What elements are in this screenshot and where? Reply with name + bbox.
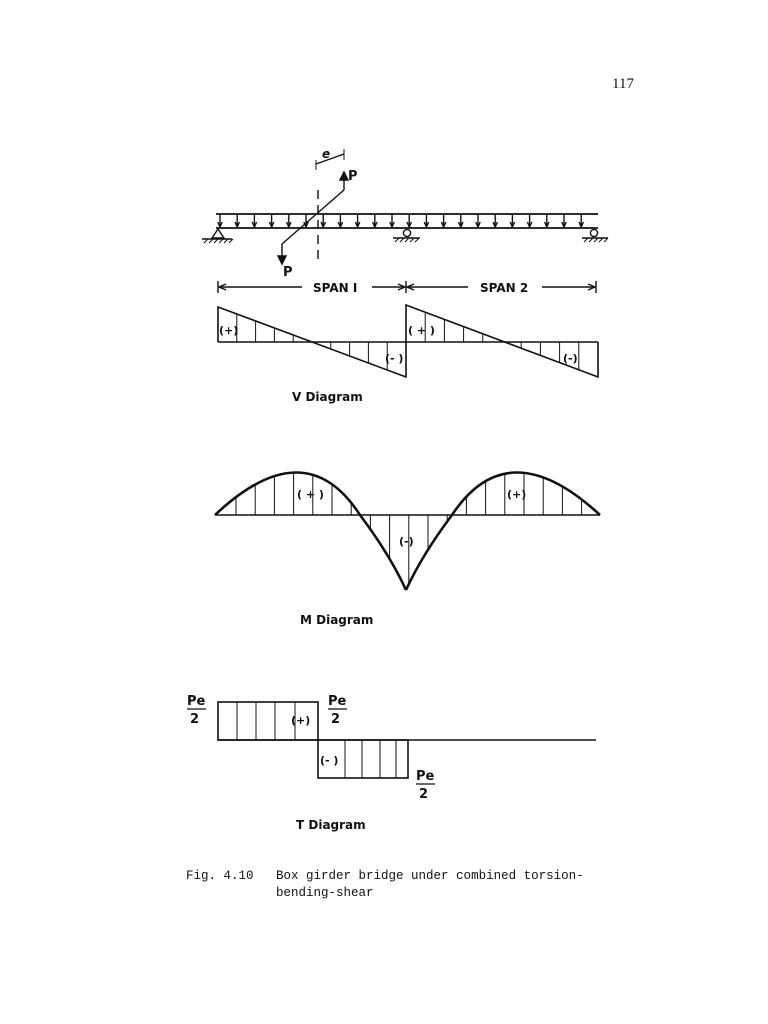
m-span2-positive: (+)	[507, 488, 527, 501]
moment-diagram	[215, 473, 600, 591]
roller-support-middle	[403, 229, 410, 236]
t-left-numerator: Pe	[187, 694, 206, 709]
t-bottom-numerator: Pe	[416, 769, 435, 784]
distributed-load-arrows	[218, 214, 584, 227]
caption-label: Fig. 4.10	[186, 869, 254, 883]
span2-label: SPAN 2	[480, 281, 529, 295]
figure-caption	[186, 868, 584, 902]
t-mid-denominator: 2	[331, 712, 341, 727]
beam-loading-sketch	[202, 149, 608, 293]
span-dimension-line	[218, 281, 596, 293]
t-mid-numerator: Pe	[328, 694, 347, 709]
v-span2-negative: (-)	[563, 352, 578, 365]
load-label-right: P	[348, 169, 358, 184]
v-diagram-title: V Diagram	[292, 390, 363, 404]
t-diagram-title: T Diagram	[296, 818, 366, 832]
span1-label: SPAN I	[313, 281, 358, 295]
couple-arm	[282, 190, 344, 244]
t-positive-sign: (+)	[291, 714, 311, 727]
v-span1-positive: (+)	[219, 324, 239, 337]
t-bottom-denominator: 2	[419, 787, 429, 802]
m-span2-curve	[406, 473, 600, 591]
page-number: 117	[612, 76, 634, 92]
roller-support-right	[590, 229, 597, 236]
v-span1-negative: (- )	[385, 352, 404, 365]
eccentricity-label: e	[322, 147, 331, 161]
m-span1-positive: ( + )	[297, 488, 324, 501]
v-span2-positive: ( + )	[408, 324, 435, 337]
pin-support	[212, 229, 224, 238]
m-support-negative: (-)	[399, 535, 414, 548]
m-hatching	[236, 473, 582, 585]
caption-line2: bending-shear	[276, 886, 374, 900]
m-diagram-title: M Diagram	[300, 613, 374, 627]
torsion-diagram	[187, 702, 596, 784]
t-left-denominator: 2	[190, 712, 200, 727]
caption-line1: Box girder bridge under combined torsion-	[276, 869, 584, 883]
v-hatching	[237, 312, 579, 370]
t-negative-sign: (- )	[320, 754, 339, 767]
load-label-left: P	[283, 265, 293, 280]
shear-diagram	[218, 305, 598, 377]
